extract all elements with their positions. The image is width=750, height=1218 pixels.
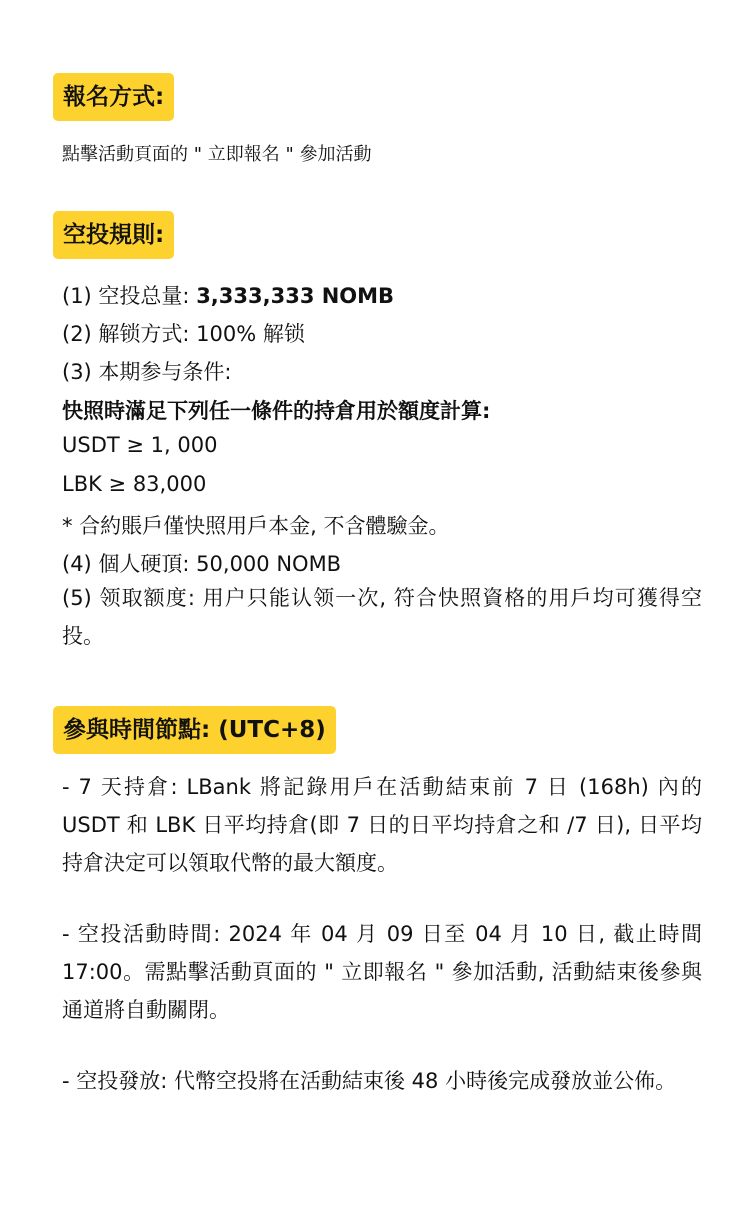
registration-text: 點擊活動頁面的 " 立即報名 " 參加活動 [62, 144, 372, 165]
timeline-activity-time-paragraph: - 空投活動時間: 2024 年 04 月 09 日至 04 月 10 日, 截止時間 17:00。需點擊活動頁面的 " 立即報名 " 參加活動, 活動結束後參與通道將自動關閉。 [62, 922, 702, 1022]
condition-lbk: LBK ≥ 83,000 [62, 472, 207, 496]
rule-1-value: 3,333,333 NOMB [196, 284, 395, 308]
rule-5: (5) 领取额度: 用户只能认领一次, 符合快照資格的用戶均可獲得空投。 [62, 586, 702, 648]
registration-title-badge: 報名方式: [53, 73, 174, 121]
rule-1 [62, 280, 394, 310]
airdrop-rules-title-badge: 空投規則: [53, 211, 174, 259]
timeline-title-badge: 參與時間節點: (UTC+8) [53, 706, 336, 754]
rule-4: (4) 個人硬頂: 50,000 NOMB [62, 552, 342, 576]
timeline-holding-paragraph: - 7 天持倉: LBank 將記錄用戶在活動結束前 7 日 (168h) 內的 USDT 和 LBK 日平均持倉(即 7 日的日平均持倉之和 /7 日), 日平均持倉決定可以領取代幣的最大額度。 [62, 775, 702, 875]
condition-usdt: USDT ≥ 1, 000 [62, 433, 218, 457]
rule-3: (3) 本期参与条件: [62, 360, 232, 384]
rule-2: (2) 解锁方式: 100% 解锁 [62, 322, 305, 346]
timeline-distribution-paragraph: - 空投發放: 代幣空投將在活動結束後 48 小時後完成發放並公佈。 [62, 1069, 677, 1093]
contract-account-note: * 合約賬戶僅快照用戶本金, 不含體驗金。 [62, 514, 450, 538]
rule-1-label: (1) 空投总量: [62, 284, 190, 308]
snapshot-condition: 快照時滿足下列任一條件的持倉用於額度計算: [62, 399, 491, 423]
